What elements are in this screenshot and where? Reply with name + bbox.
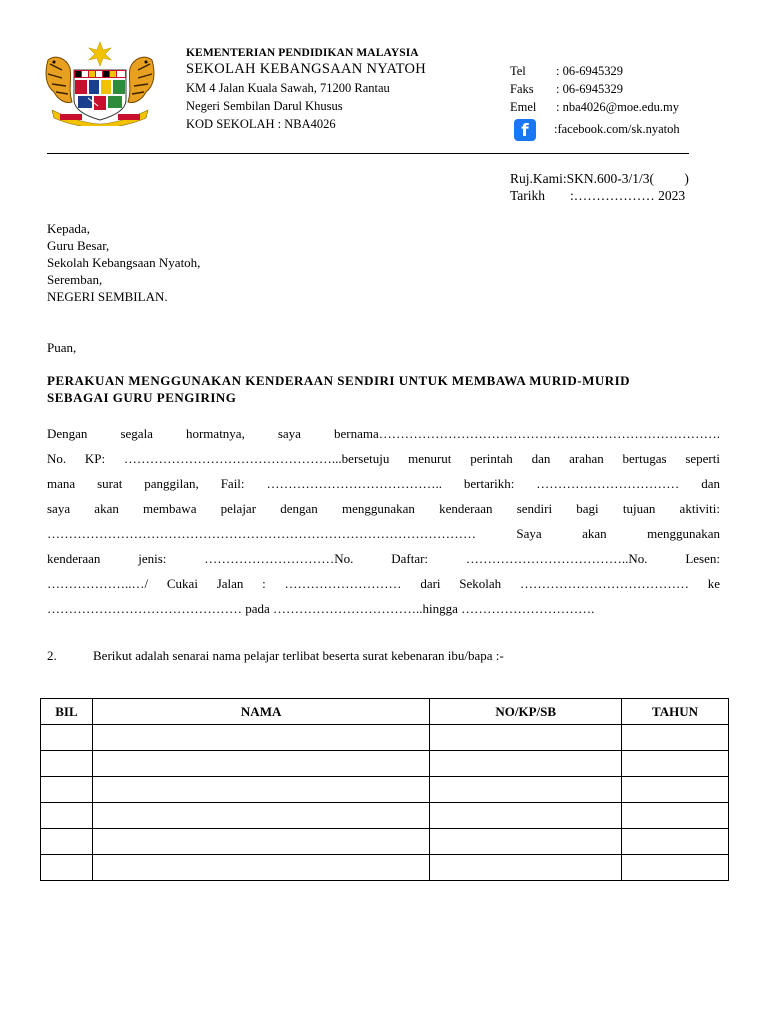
table-row <box>41 725 729 751</box>
table-cell[interactable] <box>430 725 622 751</box>
fax-label: Faks <box>510 82 534 96</box>
paragraph-line: mana surat panggilan, Fail: ………………………………….. bertarikh: …………………………… dan <box>47 476 720 491</box>
column-header-kp: NO/KP/SB <box>430 699 622 725</box>
table-cell[interactable] <box>41 751 93 777</box>
facebook-icon: f <box>514 119 536 141</box>
table-cell[interactable] <box>92 777 429 803</box>
fax-row <box>510 80 680 98</box>
email-value[interactable]: : nba4026@moe.edu.my <box>556 100 679 114</box>
table-cell[interactable] <box>430 751 622 777</box>
table-cell[interactable] <box>622 803 729 829</box>
header-divider <box>47 153 689 154</box>
salutation: Puan, <box>47 340 77 355</box>
reference-block <box>510 170 689 204</box>
body-paragraph <box>47 421 720 621</box>
table-cell[interactable] <box>41 725 93 751</box>
table-cell[interactable] <box>41 829 93 855</box>
ministry-name: KEMENTERIAN PENDIDIKAN MALAYSIA <box>186 47 419 59</box>
email-label: Emel <box>510 100 537 114</box>
recipient-line: Sekolah Kebangsaan Nyatoh, <box>47 255 201 270</box>
table-cell[interactable] <box>622 751 729 777</box>
table-cell[interactable] <box>622 855 729 881</box>
recipient-address <box>47 220 200 305</box>
recipient-line: Guru Besar, <box>47 238 110 253</box>
table-cell[interactable] <box>41 855 93 881</box>
table-row <box>41 855 729 881</box>
date-value: :……………… 2023 <box>570 188 686 203</box>
tel-value: : 06-6945329 <box>556 64 624 78</box>
table-cell[interactable] <box>622 725 729 751</box>
reference-number: Ruj.Kami:SKN.600-3/1/3( ) <box>510 171 689 186</box>
title-line-2: SEBAGAI GURU PENGIRING <box>47 390 237 405</box>
item-2 <box>47 648 504 664</box>
table-cell[interactable] <box>41 803 93 829</box>
contact-block <box>510 62 680 142</box>
letter-title <box>47 372 719 406</box>
date-label: Tarikh <box>510 188 546 203</box>
paragraph-line: saya akan membawa pelajar dengan menggunakan kenderaan sendiri bagi tujuan aktiviti: <box>47 501 720 516</box>
recipient-line: NEGERI SEMBILAN. <box>47 289 168 304</box>
malaysia-coat-of-arms-icon <box>42 40 158 126</box>
table-cell[interactable] <box>430 855 622 881</box>
table-cell[interactable] <box>430 829 622 855</box>
table-cell[interactable] <box>92 803 429 829</box>
table-cell[interactable] <box>92 725 429 751</box>
column-header-tahun: TAHUN <box>622 699 729 725</box>
table-cell[interactable] <box>430 777 622 803</box>
item-number: 2. <box>47 648 57 663</box>
table-cell[interactable] <box>622 777 729 803</box>
paragraph-line: kenderaan jenis: …………………………No. Daftar: ………………………………..No. Lesen: <box>47 551 720 566</box>
paragraph-line: ……………………………………… pada ……………………………..hingga …………………………. <box>47 601 595 616</box>
fax-value: : 06-6945329 <box>556 82 624 96</box>
tel-label: Tel <box>510 64 526 78</box>
table-row <box>41 751 729 777</box>
student-table <box>40 698 729 881</box>
table-header-row <box>41 699 729 725</box>
table-cell[interactable] <box>622 829 729 855</box>
tel-row <box>510 62 680 80</box>
school-name: SEKOLAH KEBANGSAAN NYATOH <box>186 61 427 77</box>
paragraph-line: No. KP: …………………………………………...bersetuju menurut perintah dan arahan bertugas seperti <box>47 451 720 466</box>
paragraph-line: ……………………………………………………………………………………… Saya akan menggunakan <box>47 526 720 541</box>
column-header-nama: NAMA <box>92 699 429 725</box>
facebook-value[interactable]: :facebook.com/sk.nyatoh <box>554 122 680 136</box>
school-header <box>186 46 426 133</box>
table-cell[interactable] <box>92 855 429 881</box>
facebook-row <box>510 116 680 142</box>
school-code: KOD SEKOLAH : NBA4026 <box>186 117 336 131</box>
table-row <box>41 803 729 829</box>
table-cell[interactable] <box>92 751 429 777</box>
table-cell[interactable] <box>92 829 429 855</box>
title-line-1: PERAKUAN MENGGUNAKAN KENDERAAN SENDIRI UNTUK MEMBAWA MURID-MURID <box>47 373 631 388</box>
paragraph-line: ………………..…/ Cukai Jalan : ……………………… dari Sekolah ………………………………… ke <box>47 576 720 591</box>
table-cell[interactable] <box>430 803 622 829</box>
table-cell[interactable] <box>41 777 93 803</box>
address-line-1: KM 4 Jalan Kuala Sawah, 71200 Rantau <box>186 81 390 95</box>
email-row <box>510 98 680 116</box>
address-line-2: Negeri Sembilan Darul Khusus <box>186 99 343 113</box>
table-row <box>41 777 729 803</box>
recipient-line: Kepada, <box>47 221 90 236</box>
date-row <box>510 187 689 204</box>
table-row <box>41 829 729 855</box>
recipient-line: Seremban, <box>47 272 103 287</box>
column-header-bil: BIL <box>41 699 93 725</box>
paragraph-line: Dengan segala hormatnya, saya bernama……………………………………………………………………. <box>47 426 720 441</box>
item-text: Berikut adalah senarai nama pelajar terlibat beserta surat kebenaran ibu/bapa :- <box>93 648 504 663</box>
